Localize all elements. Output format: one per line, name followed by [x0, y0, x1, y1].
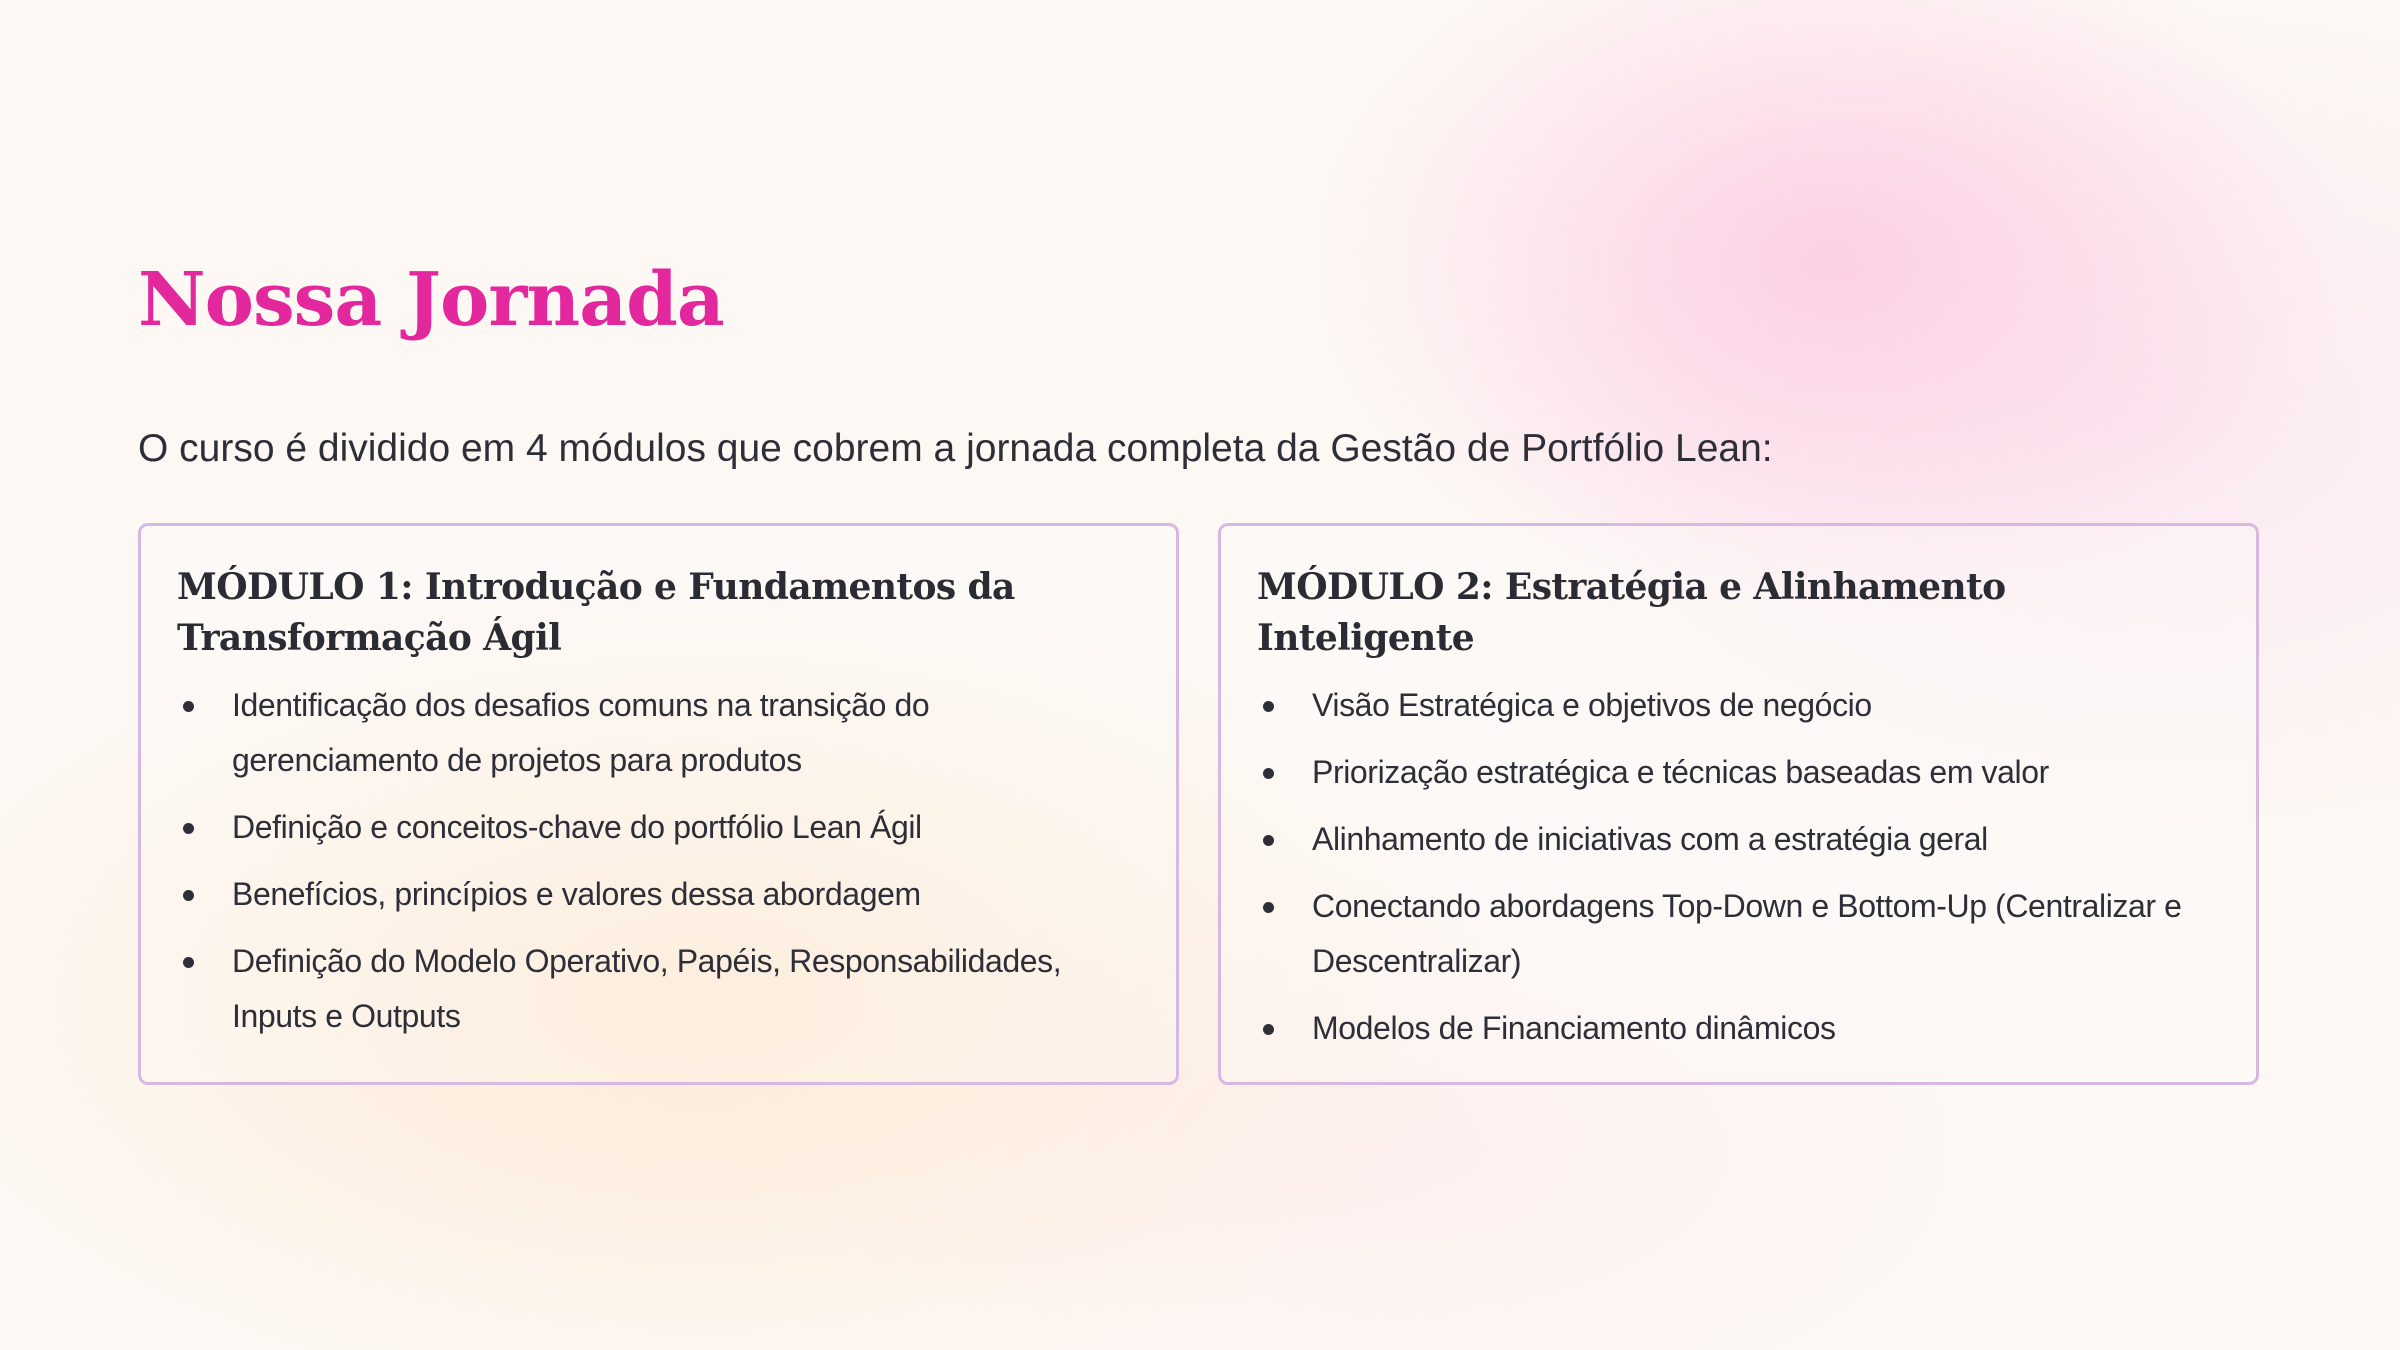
- bullet-icon: [183, 890, 194, 901]
- list-item-text: Visão Estratégica e objetivos de negócio: [1312, 687, 1872, 723]
- list-item-text: Benefícios, princípios e valores dessa abordagem: [232, 876, 921, 912]
- bullet-icon: [1263, 701, 1274, 712]
- list-item-text: Alinhamento de iniciativas com a estratégia geral: [1312, 821, 1988, 857]
- module-card-2: [1218, 523, 2259, 1085]
- module-card-1: [138, 523, 1179, 1085]
- list-item: [177, 867, 1140, 922]
- list-item-text: Priorização estratégica e técnicas baseadas em valor: [1312, 754, 2049, 790]
- bullet-icon: [183, 823, 194, 834]
- bullet-icon: [1263, 835, 1274, 846]
- slide-title: Nossa Jornada: [138, 257, 724, 343]
- list-item: [1257, 745, 2220, 800]
- bullet-icon: [1263, 902, 1274, 913]
- list-item: [177, 678, 1140, 788]
- list-item-text: Modelos de Financiamento dinâmicos: [1312, 1010, 1836, 1046]
- list-item: [1257, 812, 2220, 867]
- slide-intro: O curso é dividido em 4 módulos que cobrem a jornada completa da Gestão de Portfólio Lean:: [138, 427, 1773, 470]
- module-2-topics: [1257, 678, 2220, 1056]
- module-1-topics: [177, 678, 1140, 1044]
- module-1-title: MÓDULO 1: Introdução e Fundamentos da Transformação Ágil: [177, 566, 1015, 659]
- list-item: [177, 934, 1140, 1044]
- module-2-title: MÓDULO 2: Estratégia e Alinhamento Inteligente: [1257, 566, 2006, 659]
- bullet-icon: [183, 957, 194, 968]
- list-item-text: Definição e conceitos-chave do portfólio Lean Ágil: [232, 809, 922, 845]
- list-item-text: Identificação dos desafios comuns na transição do gerenciamento de projetos para produtos: [232, 687, 930, 778]
- bullet-icon: [1263, 768, 1274, 779]
- list-item: [1257, 678, 2220, 733]
- list-item-text: Conectando abordagens Top-Down e Bottom-Up (Centralizar e Descentralizar): [1312, 888, 2182, 979]
- list-item: [177, 800, 1140, 855]
- bullet-icon: [1263, 1024, 1274, 1035]
- bullet-icon: [183, 701, 194, 712]
- list-item: [1257, 879, 2220, 989]
- list-item: [1257, 1001, 2220, 1056]
- list-item-text: Definição do Modelo Operativo, Papéis, Responsabilidades, Inputs e Outputs: [232, 943, 1062, 1034]
